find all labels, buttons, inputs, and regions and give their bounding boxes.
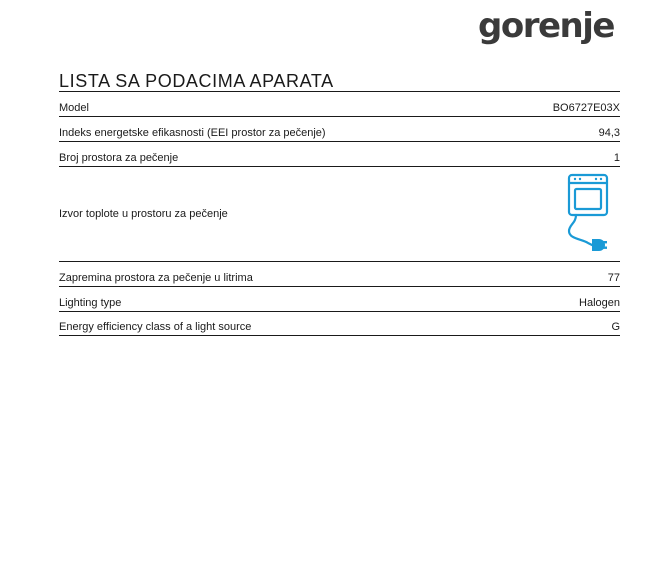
table-row-light-efficiency	[59, 311, 620, 336]
table-row-model	[59, 91, 620, 116]
row-value: Halogen	[579, 297, 620, 309]
row-value: BO6727E03X	[552, 102, 620, 114]
table-row-heat-source	[59, 166, 620, 261]
row-label: Zapremina prostora za pečenje u litrima	[59, 272, 253, 284]
brand-logo: gorenje	[478, 6, 614, 46]
row-label: Broj prostora za pečenje	[59, 152, 179, 164]
row-label: Energy efficiency class of a light source	[59, 321, 252, 333]
row-value: 94,3	[598, 127, 620, 139]
page-title: LISTA SA PODACIMA APARATA	[59, 71, 334, 91]
row-label: Izvor toplote u prostoru za pečenje	[59, 207, 228, 220]
row-value: 77	[607, 272, 620, 284]
row-value: 1	[613, 152, 620, 164]
table-row-eei	[59, 116, 620, 141]
row-label: Model	[59, 102, 89, 114]
table-row-cavities	[59, 141, 620, 166]
row-value: G	[611, 321, 620, 333]
row-label: Lighting type	[59, 297, 122, 309]
electric-oven-icon	[566, 173, 610, 257]
table-row-volume	[59, 261, 620, 286]
data-sheet-table	[59, 91, 620, 336]
row-label: Indeks energetske efikasnosti (EEI prostor za pečenje)	[59, 127, 326, 139]
table-row-lighting-type	[59, 286, 620, 311]
